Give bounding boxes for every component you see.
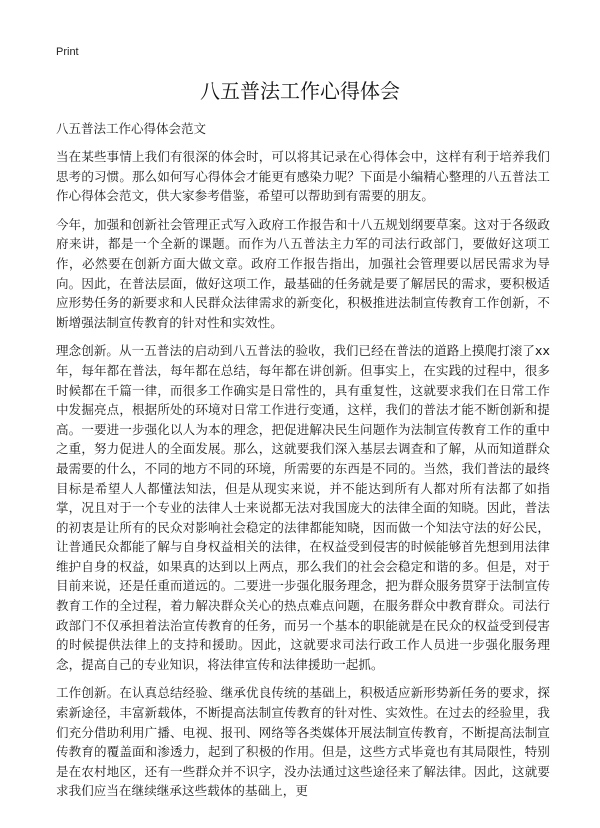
document-subtitle: 八五普法工作心得体会范文 xyxy=(56,121,207,136)
paragraph-intro: 当在某些事情上我们有很深的体会时，可以将其记录在心得体会中，这样有利于培养我们思考的习惯。那么如何写心得体会才能更有感染力呢？下面是小编精心整理的八五普法工作心得体会范文，供大家参考借鉴，希望可以帮助到有需要的朋友。 xyxy=(56,149,550,204)
document-title: 八五普法工作心得体会 xyxy=(200,79,400,103)
print-label: Print xyxy=(56,46,79,58)
paragraph-concept-innovation: 理念创新。从一五普法的启动到八五普法的验收，我们已经在普法的道路上摸爬打滚了xx年，每年都在普法，每年都在总结，每年都在讲创新。但事实上，在实践的过程中，很多时候都在千篇一律，而很多工作确实是日常性的，具有重复性，这就要求我们在日常工作中发掘亮点，根据所处的环境对日常工作进行变通，这样，我们的普法才能不断创新和提高。一要进一步强化以人为本的理念，把促进解决民生问题作为法制宣传教育工作的重中之重，努力促进人的全面发展。那么，这就要我们深入基层去调查和了解，从而知道群众最需要的什么，不同的地方不同的环境，所需要的东西是不同的。当然，我们普法的最终目标是希望人人都懂法知法，但是从现实来说，并不能达到所有人都对所有法都了如指掌，况且对于一个专业的法律人士来说都无法对我国庞大的法律全面的知晓。因此，普法的初衷是让所有的民众对影响社会稳定的法律都能知晓，因而做一个知法守法的好公民，让普通民众都能了解与自身权益相关的法律，在权益受到侵害的时候能够首先想到用法律维护自身的权益，如果真的达到以上两点，那么我们的社会会稳定和谐的多。但是，对于目前来说，还是任重而道远的。二要进一步强化服务理念，把为群众服务贯穿于法制宣传教育工作的全过程，着力解决群众关心的热点难点问题，在服务群众中教育群众。司法行政部门不仅承担着法治宣传教育的任务，而另一个基本的职能就是在民众的权益受到侵害的时候提供法律上的支持和援助。因此，这就要求司法行政工作人员进一步强化服务理念，提高自己的专业知识，将法律宣传和法律援助一起抓。 xyxy=(56,343,550,672)
paragraph-background: 今年，加强和创新社会管理正式写入政府工作报告和十八五规划纲要草案。这对于各级政府来讲，都是一个全新的课题。而作为八五普法主力军的司法行政部门，要做好这项工作，必然要在创新方面大做文章。政府工作报告指出，加强社会管理要以居民需求为导向。因此，在普法层面，做好这项工作，最基础的任务就是要了解居民的需求，要积极适应形势任务的新要求和人民群众法律需求的新变化，积极推进法制宣传教育工作创新，不断增强法制宣传教育的针对性和实效性。 xyxy=(56,216,550,330)
document-body xyxy=(56,147,550,810)
paragraph-work-innovation: 工作创新。在认真总结经验、继承优良传统的基础上，积极适应新形势新任务的要求，探索新途径，丰富新载体，不断提高法制宣传教育的针对性、实效性。在过去的经验里，我们充分借助利用广播、电视、报刊、网络等各类媒体开展法制宣传教育，不断提高法制宣传教育的覆盖面和渗透力，起到了积极的作用。但是，这些方式毕竟也有其局限性，特别是在农村地区，还有一些群众并不识字，没办法通过这些途径来了解法律。因此，这就要求我们应当在继续继承这些载体的基础上，更 xyxy=(56,685,550,799)
